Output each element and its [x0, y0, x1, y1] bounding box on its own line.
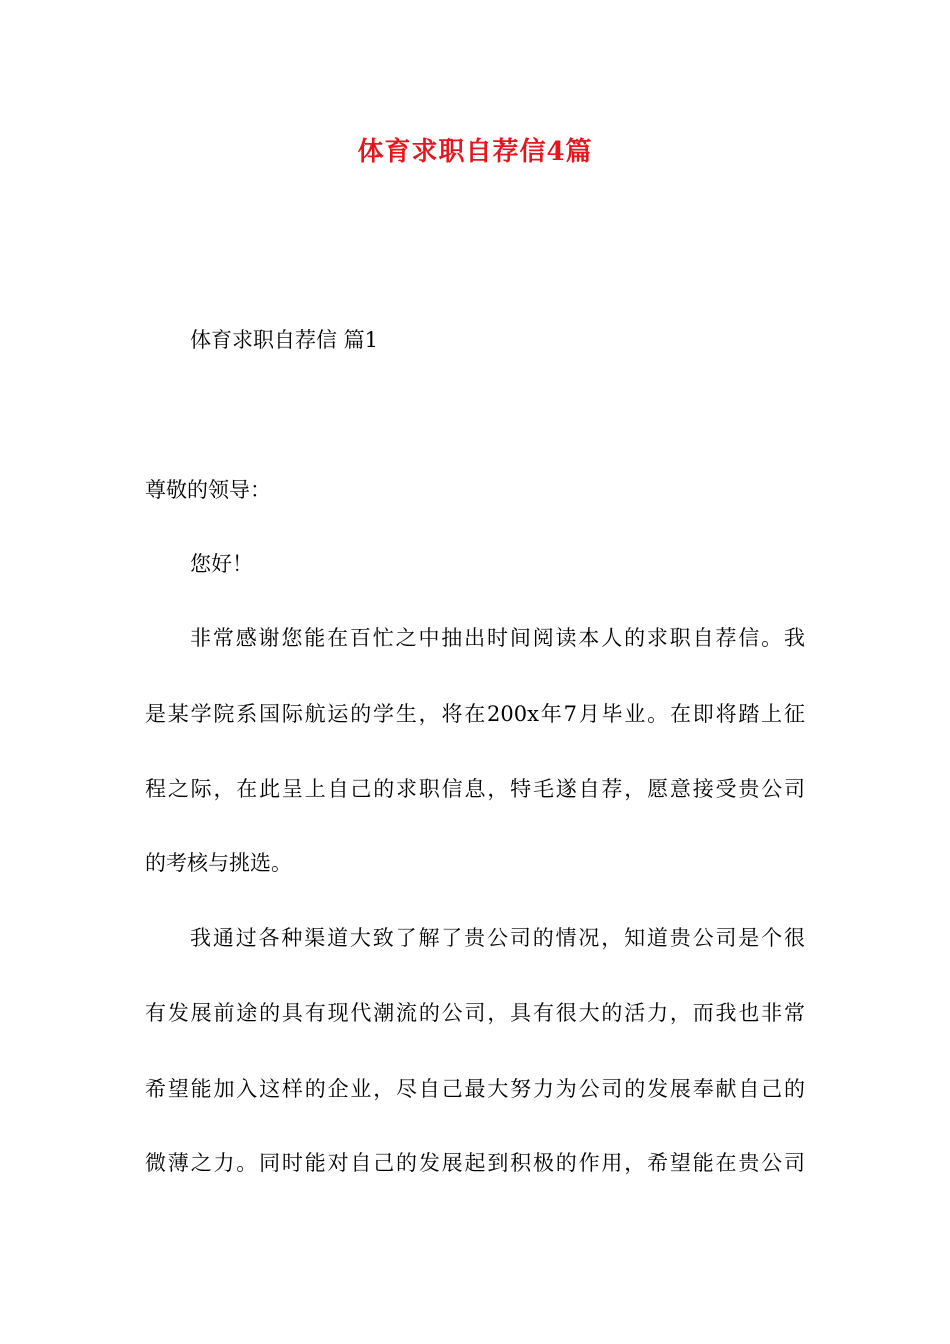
paragraph-line: 希望能加入这样的企业，尽自己最大努力为公司的发展奉献自己的: [145, 1077, 805, 1101]
paragraph-line: 程之际，在此呈上自己的求职信息，特毛遂自荐，愿意接受贵公司: [145, 777, 805, 801]
paragraph-line: 有发展前途的具有现代潮流的公司，具有很大的活力，而我也非常: [145, 1001, 805, 1025]
letter-subheading: 体育求职自荐信 篇1: [190, 328, 379, 352]
salutation: 尊敬的领导：: [145, 478, 271, 502]
paragraph-line: 的考核与挑选。: [145, 851, 292, 875]
paragraph-line: 是某学院系国际航运的学生，将在200x年7月毕业。在即将踏上征: [145, 702, 805, 726]
paragraph-line: 微薄之力。同时能对自己的发展起到积极的作用，希望能在贵公司: [145, 1151, 805, 1175]
document-title: 体育求职自荐信4篇: [357, 137, 593, 167]
paragraph-line: 我通过各种渠道大致了解了贵公司的情况，知道贵公司是个很: [190, 926, 805, 950]
greeting: 您好！: [190, 552, 253, 576]
paragraph-line: 非常感谢您能在百忙之中抽出时间阅读本人的求职自荐信。我: [190, 626, 805, 650]
